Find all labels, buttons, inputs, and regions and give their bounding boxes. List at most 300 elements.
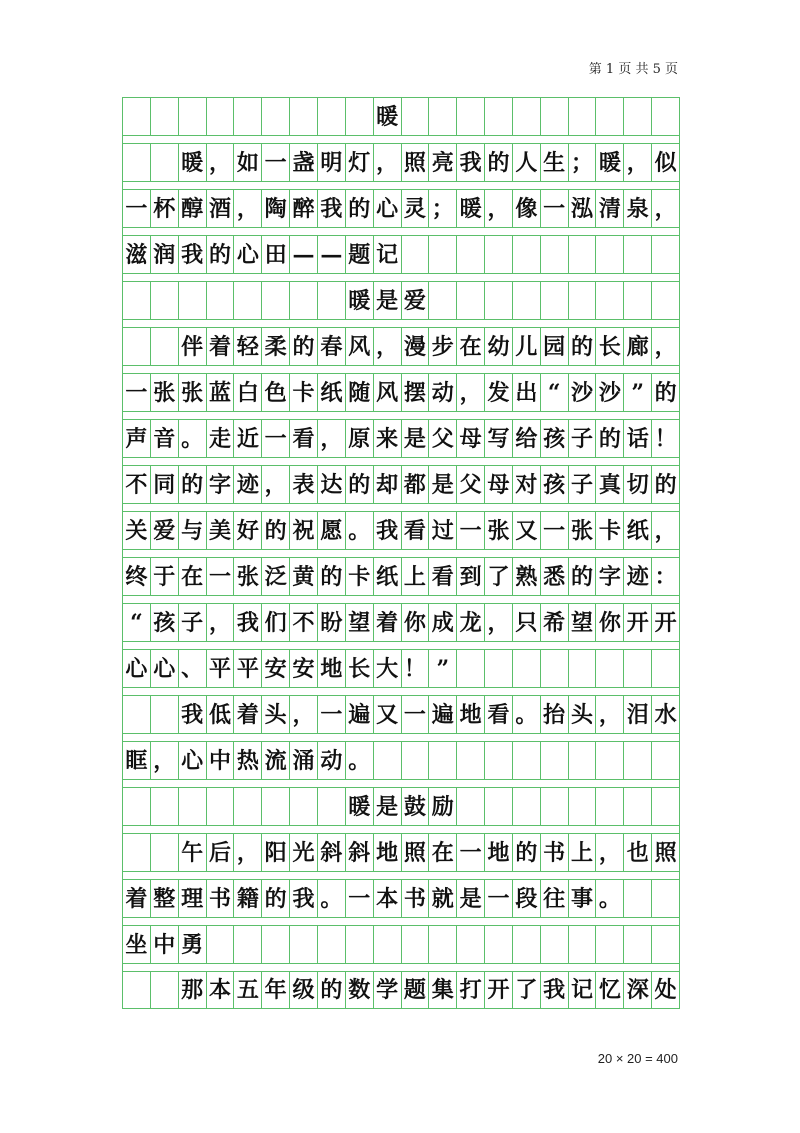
grid-cell: 我: [179, 236, 207, 273]
grid-cell: [624, 742, 652, 779]
grid-cell: 白: [234, 374, 262, 411]
grid-cell: 了: [485, 558, 513, 595]
grid-cell: 声: [123, 420, 151, 457]
grid-cell: 安: [290, 650, 318, 687]
grid-cell: 那: [179, 972, 207, 1008]
row-gap: [122, 779, 680, 787]
grid-cell: [290, 282, 318, 319]
grid-cell: [262, 282, 290, 319]
grid-cell: ，: [596, 696, 624, 733]
grid-cell: 。: [596, 880, 624, 917]
grid-cell: [652, 650, 680, 687]
grid-cell: 段: [513, 880, 541, 917]
grid-cell: [624, 788, 652, 825]
grid-cell: [652, 788, 680, 825]
grid-cell: 一: [402, 696, 430, 733]
grid-cell: [346, 926, 374, 963]
grid-cell: 像: [513, 190, 541, 227]
grid-cell: 儿: [513, 328, 541, 365]
grid-cell: 中: [151, 926, 179, 963]
grid-cell: 的: [262, 880, 290, 917]
grid-cell: [151, 972, 179, 1008]
grid-cell: 本: [207, 972, 235, 1008]
row-gap: [122, 365, 680, 373]
grid-cell: [402, 236, 430, 273]
row-gap: [122, 641, 680, 649]
row-gap: [122, 963, 680, 971]
grid-cell: 往: [541, 880, 569, 917]
grid-cell: 着: [374, 604, 402, 641]
grid-cell: [151, 144, 179, 181]
grid-cell: 同: [151, 466, 179, 503]
grid-cell: [290, 926, 318, 963]
grid-cell: 如: [234, 144, 262, 181]
grid-cell: 泛: [262, 558, 290, 595]
grid-cell: 地: [485, 834, 513, 871]
grid-cell: [652, 742, 680, 779]
grid-cell: 到: [457, 558, 485, 595]
grid-cell: 是: [457, 880, 485, 917]
grid-cell: 的: [346, 190, 374, 227]
grid-cell: [123, 696, 151, 733]
grid-cell: [151, 788, 179, 825]
grid-cell: [151, 98, 179, 135]
grid-cell: 暖: [374, 98, 402, 135]
grid-row: [122, 235, 680, 273]
grid-cell: 关: [123, 512, 151, 549]
grid-cell: 愿: [318, 512, 346, 549]
grid-cell: 音: [151, 420, 179, 457]
grid-cell: [346, 98, 374, 135]
grid-cell: 幼: [485, 328, 513, 365]
grid-cell: 子: [179, 604, 207, 641]
grid-cell: 午: [179, 834, 207, 871]
grid-cell: 父: [429, 420, 457, 457]
grid-cell: 心: [151, 650, 179, 687]
row-gap: [122, 411, 680, 419]
grid-cell: 的: [652, 374, 680, 411]
grid-cell: 却: [374, 466, 402, 503]
grid-cell: 励: [429, 788, 457, 825]
grid-cell: 整: [151, 880, 179, 917]
grid-cell: [290, 98, 318, 135]
grid-cell: 头: [262, 696, 290, 733]
row-gap: [122, 595, 680, 603]
row-gap: [122, 871, 680, 879]
grid-cell: ，: [262, 466, 290, 503]
grid-cell: 的: [262, 512, 290, 549]
grid-cell: [596, 926, 624, 963]
grid-row: [122, 833, 680, 871]
grid-cell: 的: [569, 558, 597, 595]
grid-cell: —: [290, 236, 318, 273]
grid-cell: [429, 282, 457, 319]
grid-cell: 孩: [151, 604, 179, 641]
grid-cell: 春: [318, 328, 346, 365]
row-gap: [122, 917, 680, 925]
grid-cell: [485, 282, 513, 319]
grid-row: [122, 189, 680, 227]
grid-cell: 龙: [457, 604, 485, 641]
grid-cell: 迹: [624, 558, 652, 595]
grid-cell: 一: [457, 512, 485, 549]
grid-cell: 忆: [596, 972, 624, 1008]
row-gap: [122, 319, 680, 327]
grid-cell: 盏: [290, 144, 318, 181]
grid-cell: ，: [374, 328, 402, 365]
grid-cell: 醇: [179, 190, 207, 227]
grid-cell: 斜: [318, 834, 346, 871]
grid-row: [122, 511, 680, 549]
grid-cell: 子: [569, 420, 597, 457]
grid-cell: 卡: [346, 558, 374, 595]
grid-cell: [596, 650, 624, 687]
grid-cell: 张: [179, 374, 207, 411]
grid-cell: 照: [402, 144, 430, 181]
grid-cell: [624, 282, 652, 319]
grid-cell: [569, 742, 597, 779]
grid-cell: 在: [179, 558, 207, 595]
row-gap: [122, 181, 680, 189]
grid-cell: 好: [234, 512, 262, 549]
grid-cell: 张: [485, 512, 513, 549]
grid-cell: 陶: [262, 190, 290, 227]
grid-cell: 父: [457, 466, 485, 503]
grid-cell: 开: [652, 604, 680, 641]
grid-cell: 都: [402, 466, 430, 503]
grid-cell: [207, 926, 235, 963]
grid-row: [122, 373, 680, 411]
grid-cell: ；: [569, 144, 597, 181]
grid-cell: 阳: [262, 834, 290, 871]
grid-cell: 五: [234, 972, 262, 1008]
grid-cell: —: [318, 236, 346, 273]
grid-cell: 一: [318, 696, 346, 733]
grid-cell: 深: [624, 972, 652, 1008]
grid-cell: 沙: [596, 374, 624, 411]
grid-cell: [123, 834, 151, 871]
grid-cell: 长: [346, 650, 374, 687]
grid-cell: 滋: [123, 236, 151, 273]
grid-row: [122, 327, 680, 365]
grid-cell: 我: [318, 190, 346, 227]
grid-cell: 着: [234, 696, 262, 733]
grid-cell: 动: [429, 374, 457, 411]
grid-cell: 平: [234, 650, 262, 687]
grid-cell: 又: [513, 512, 541, 549]
grid-cell: [290, 788, 318, 825]
grid-cell: 涌: [290, 742, 318, 779]
grid-cell: 纸: [624, 512, 652, 549]
row-gap: [122, 135, 680, 143]
grid-cell: [596, 742, 624, 779]
grid-cell: 记: [374, 236, 402, 273]
grid-cell: 熟: [513, 558, 541, 595]
grid-cell: 事: [569, 880, 597, 917]
grid-cell: [123, 144, 151, 181]
grid-cell: 酒: [207, 190, 235, 227]
grid-cell: [624, 880, 652, 917]
grid-cell: 廊: [624, 328, 652, 365]
grid-cell: 一: [457, 834, 485, 871]
grid-cell: [179, 98, 207, 135]
grid-cell: 的: [318, 558, 346, 595]
grid-cell: [123, 328, 151, 365]
grid-cell: 柔: [262, 328, 290, 365]
grid-cell: 切: [624, 466, 652, 503]
grid-cell: 书: [207, 880, 235, 917]
grid-cell: 醉: [290, 190, 318, 227]
grid-cell: ，: [457, 374, 485, 411]
grid-cell: ，: [652, 512, 680, 549]
grid-cell: 照: [402, 834, 430, 871]
grid-row: [122, 787, 680, 825]
grid-cell: ，: [652, 328, 680, 365]
grid-cell: 不: [290, 604, 318, 641]
grid-cell: “: [123, 604, 151, 641]
grid-cell: 看: [485, 696, 513, 733]
grid-cell: [151, 328, 179, 365]
grid-cell: ，: [485, 190, 513, 227]
grid-cell: 我: [179, 696, 207, 733]
grid-cell: [624, 98, 652, 135]
grid-cell: [457, 650, 485, 687]
grid-cell: [457, 788, 485, 825]
grid-cell: 暖: [346, 282, 374, 319]
grid-cell: 泪: [624, 696, 652, 733]
grid-cell: [596, 282, 624, 319]
grid-cell: 后: [207, 834, 235, 871]
grid-cell: ，: [234, 834, 262, 871]
grid-cell: 的: [485, 144, 513, 181]
grid-row: [122, 465, 680, 503]
grid-cell: 一: [346, 880, 374, 917]
grid-cell: 一: [541, 512, 569, 549]
grid-cell: ，: [624, 144, 652, 181]
grid-cell: 照: [652, 834, 680, 871]
grid-cell: 近: [234, 420, 262, 457]
grid-cell: [485, 926, 513, 963]
grid-cell: 一: [262, 144, 290, 181]
grid-cell: [123, 788, 151, 825]
grid-cell: 地: [457, 696, 485, 733]
grid-cell: 孩: [541, 420, 569, 457]
grid-cell: 走: [207, 420, 235, 457]
grid-cell: 祝: [290, 512, 318, 549]
grid-cell: 黄: [290, 558, 318, 595]
grid-cell: [402, 742, 430, 779]
grid-cell: 你: [402, 604, 430, 641]
grid-cell: [541, 926, 569, 963]
grid-cell: 在: [429, 834, 457, 871]
grid-cell: 迹: [234, 466, 262, 503]
grid-cell: [569, 788, 597, 825]
grid-cell: [429, 98, 457, 135]
grid-cell: 表: [290, 466, 318, 503]
grid-cell: 本: [374, 880, 402, 917]
grid-cell: [485, 98, 513, 135]
grid-cell: [457, 742, 485, 779]
grid-cell: 心: [179, 742, 207, 779]
grid-cell: [485, 236, 513, 273]
grid-cell: 心: [234, 236, 262, 273]
grid-cell: 上: [402, 558, 430, 595]
grid-cell: 安: [262, 650, 290, 687]
grid-cell: 动: [318, 742, 346, 779]
grid-cell: 母: [485, 466, 513, 503]
grid-cell: 级: [290, 972, 318, 1008]
grid-cell: 的: [318, 972, 346, 1008]
grid-cell: [569, 650, 597, 687]
grid-cell: 是: [429, 466, 457, 503]
grid-cell: 一: [541, 190, 569, 227]
grid-cell: 纸: [374, 558, 402, 595]
grid-cell: 记: [569, 972, 597, 1008]
grid-cell: [262, 98, 290, 135]
grid-cell: 我: [374, 512, 402, 549]
grid-cell: [652, 880, 680, 917]
grid-row: [122, 603, 680, 641]
grid-cell: ！: [652, 420, 680, 457]
grid-cell: [123, 98, 151, 135]
grid-cell: [429, 236, 457, 273]
grid-cell: 与: [179, 512, 207, 549]
grid-cell: 杯: [151, 190, 179, 227]
grid-cell: 暖: [596, 144, 624, 181]
grid-cell: [457, 282, 485, 319]
grid-cell: 就: [429, 880, 457, 917]
grid-cell: 园: [541, 328, 569, 365]
grid-row: [122, 925, 680, 963]
row-gap: [122, 733, 680, 741]
grid-cell: 过: [429, 512, 457, 549]
grid-cell: [513, 742, 541, 779]
grid-row: [122, 97, 680, 135]
grid-cell: [485, 650, 513, 687]
grid-cell: [318, 98, 346, 135]
grid-cell: 是: [374, 788, 402, 825]
grid-cell: 悉: [541, 558, 569, 595]
grid-cell: [179, 788, 207, 825]
grid-cell: 也: [624, 834, 652, 871]
grid-cell: 水: [652, 696, 680, 733]
grid-cell: 着: [207, 328, 235, 365]
grid-cell: 看: [429, 558, 457, 595]
grid-cell: 清: [596, 190, 624, 227]
grid-cell: 灵: [402, 190, 430, 227]
grid-cell: [652, 98, 680, 135]
grid-row: [122, 281, 680, 319]
grid-cell: 书: [541, 834, 569, 871]
grid-cell: 眶: [123, 742, 151, 779]
grid-cell: [513, 98, 541, 135]
grid-cell: 又: [374, 696, 402, 733]
grid-size-label: 20 × 20 = 400: [597, 1051, 678, 1066]
grid-cell: [541, 650, 569, 687]
grid-cell: [234, 98, 262, 135]
grid-cell: 数: [346, 972, 374, 1008]
grid-cell: 集: [429, 972, 457, 1008]
grid-cell: 我: [234, 604, 262, 641]
grid-cell: ，: [485, 604, 513, 641]
grid-cell: [318, 282, 346, 319]
grid-cell: 是: [374, 282, 402, 319]
grid-row: [122, 557, 680, 595]
grid-cell: 。: [346, 742, 374, 779]
grid-cell: 勇: [179, 926, 207, 963]
grid-cell: [207, 282, 235, 319]
grid-row: [122, 971, 680, 1009]
grid-cell: 开: [624, 604, 652, 641]
grid-cell: 。: [179, 420, 207, 457]
grid-cell: 一: [485, 880, 513, 917]
grid-cell: [569, 282, 597, 319]
grid-cell: 暖: [346, 788, 374, 825]
grid-cell: 话: [624, 420, 652, 457]
grid-cell: 着: [123, 880, 151, 917]
grid-cell: [318, 788, 346, 825]
grid-cell: [513, 788, 541, 825]
grid-cell: [513, 282, 541, 319]
grid-cell: 步: [429, 328, 457, 365]
grid-cell: [179, 282, 207, 319]
grid-cell: 遍: [346, 696, 374, 733]
grid-cell: [485, 788, 513, 825]
grid-cell: 流: [262, 742, 290, 779]
grid-cell: 色: [262, 374, 290, 411]
grid-cell: 原: [346, 420, 374, 457]
grid-cell: 处: [652, 972, 680, 1008]
grid-cell: [624, 236, 652, 273]
grid-cell: 亮: [429, 144, 457, 181]
grid-cell: 的: [569, 328, 597, 365]
grid-cell: 字: [207, 466, 235, 503]
grid-cell: 、: [179, 650, 207, 687]
grid-cell: [123, 972, 151, 1008]
grid-cell: 我: [457, 144, 485, 181]
grid-cell: [596, 236, 624, 273]
grid-cell: 我: [541, 972, 569, 1008]
grid-cell: [541, 98, 569, 135]
grid-cell: 一: [123, 190, 151, 227]
grid-cell: ，: [151, 742, 179, 779]
grid-cell: ，: [596, 834, 624, 871]
grid-cell: [541, 236, 569, 273]
grid-cell: 张: [569, 512, 597, 549]
grid-cell: [624, 650, 652, 687]
grid-cell: 风: [346, 328, 374, 365]
grid-cell: [262, 788, 290, 825]
grid-cell: [402, 98, 430, 135]
grid-cell: 卡: [290, 374, 318, 411]
grid-cell: [652, 282, 680, 319]
grid-cell: [402, 926, 430, 963]
grid-cell: 们: [262, 604, 290, 641]
grid-cell: 写: [485, 420, 513, 457]
grid-cell: 我: [290, 880, 318, 917]
grid-cell: 美: [207, 512, 235, 549]
grid-cell: [513, 926, 541, 963]
grid-cell: 发: [485, 374, 513, 411]
grid-cell: 卡: [596, 512, 624, 549]
grid-cell: [624, 926, 652, 963]
grid-cell: 年: [262, 972, 290, 1008]
grid-cell: [457, 926, 485, 963]
row-gap: [122, 273, 680, 281]
grid-cell: 人: [513, 144, 541, 181]
grid-cell: 上: [569, 834, 597, 871]
grid-cell: [596, 98, 624, 135]
